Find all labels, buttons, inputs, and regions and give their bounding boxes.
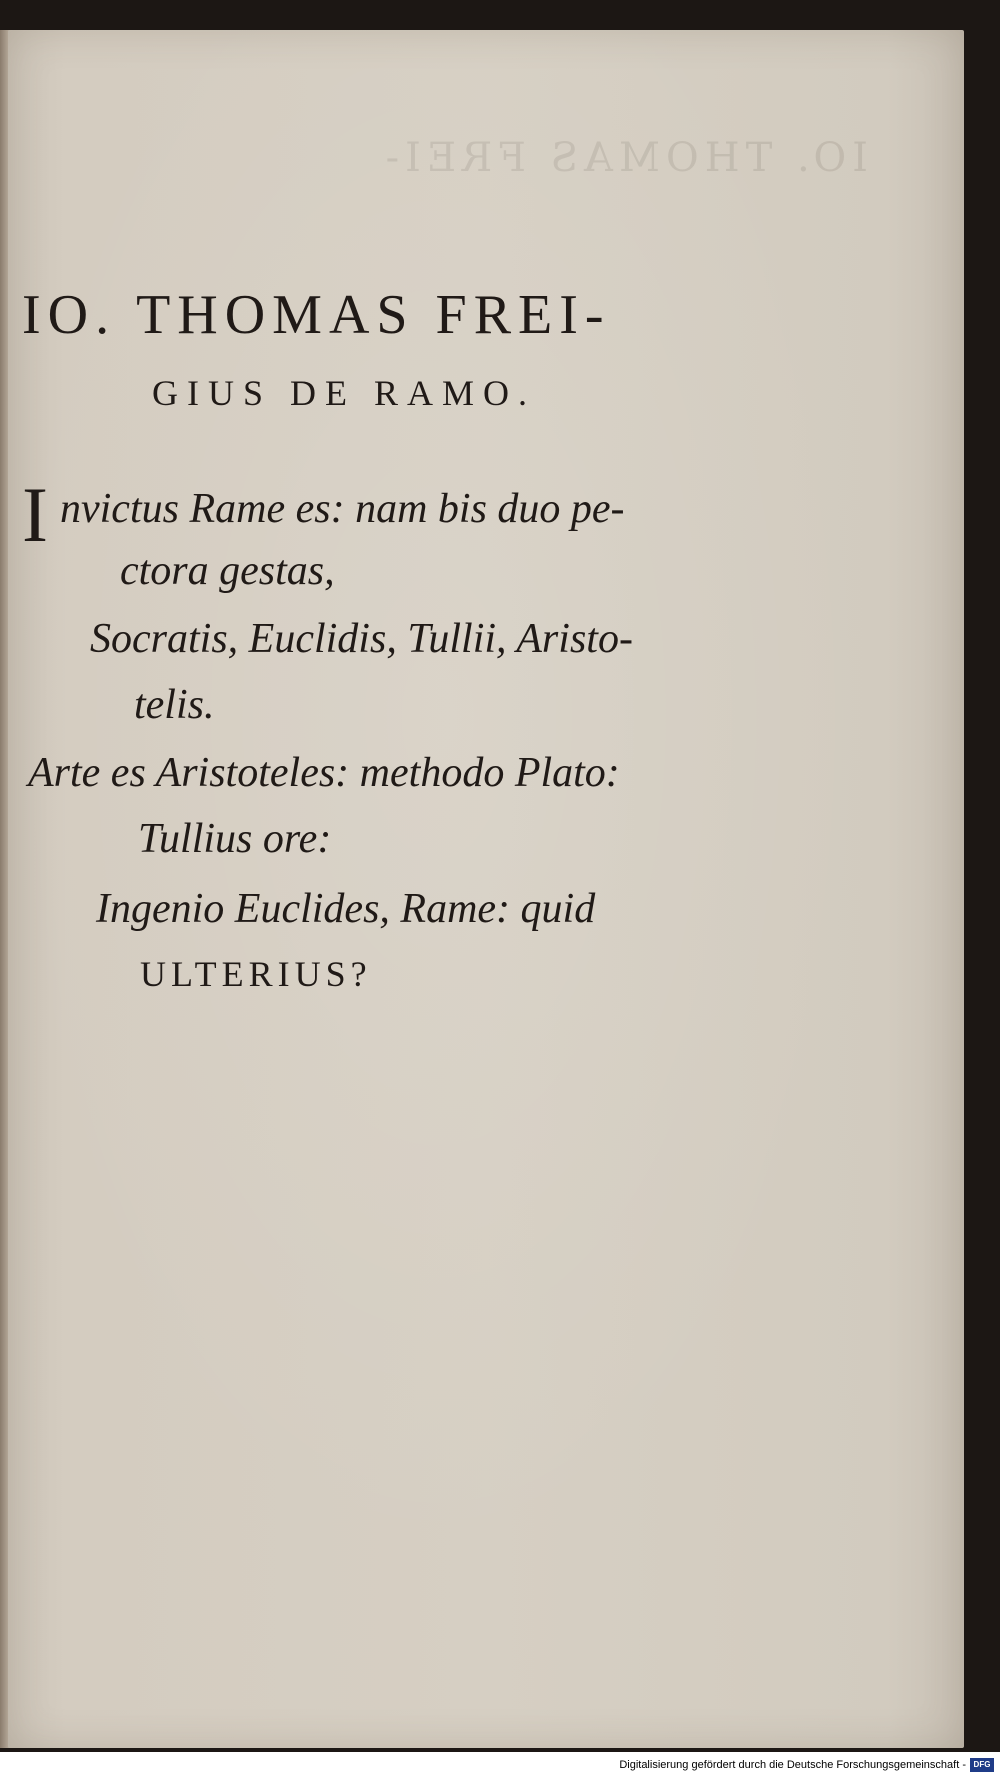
heading-line-1: IO. THOMAS FREI- [22, 284, 611, 346]
drop-cap: I [22, 471, 48, 558]
credit-bar [0, 1752, 1000, 1783]
poem-line-4: telis. [134, 682, 215, 728]
credit-text: Digitalisierung gefördert durch die Deutsche Forschungsgemeinschaft - [619, 1759, 966, 1771]
poem-line-5: Arte es Aristoteles: methodo Plato: [28, 750, 620, 796]
poem-line-6: Tullius ore: [138, 816, 332, 862]
paper-leaf [8, 30, 964, 1748]
poem-line-1: nvictus Rame es: nam bis duo pe- [60, 486, 625, 532]
poem-line-3: Socratis, Euclidis, Tullii, Aristo- [90, 616, 633, 662]
heading-line-2: GIUS DE RAMO. [152, 373, 537, 413]
poem-line-8: ULTERIUS? [140, 954, 372, 994]
bleed-through-text: IO. THOMAS FREI- [379, 135, 868, 181]
poem-line-7: Ingenio Euclides, Rame: quid [96, 886, 596, 932]
dfg-logo-icon: DFG [970, 1758, 994, 1772]
poem-line-2: ctora gestas, [120, 548, 335, 594]
